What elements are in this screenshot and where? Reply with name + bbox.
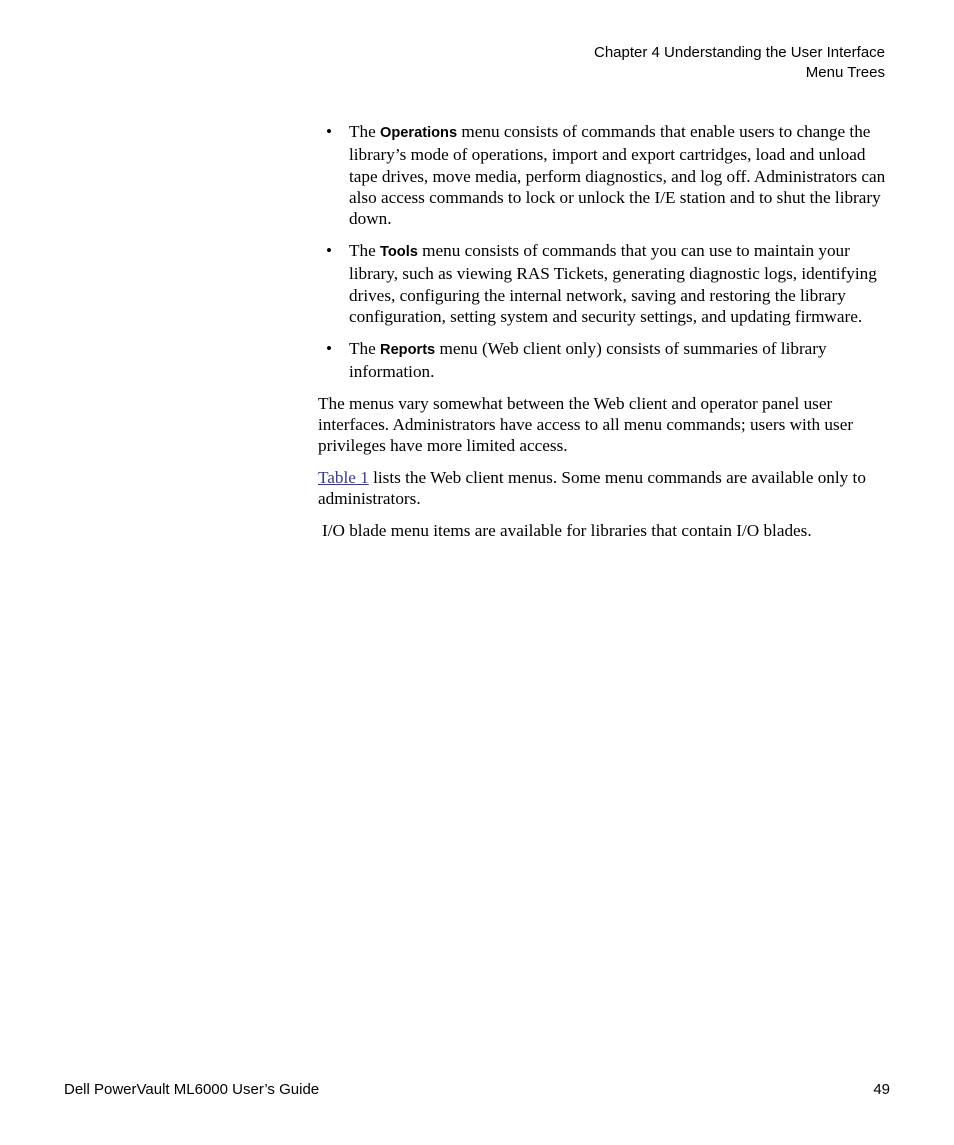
section-title: Menu Trees [805, 64, 885, 81]
bullet-prefix: The [349, 122, 381, 141]
bullet-icon: • [326, 338, 333, 358]
bullet-icon: • [326, 240, 333, 260]
io-blade-note: I/O blade menu items are available for libraries that contain I/O blades. [322, 521, 812, 541]
menu-name-operations: Operations [380, 125, 458, 141]
table-1-link[interactable]: Table 1 [318, 468, 369, 488]
bullet-prefix: The [349, 240, 381, 260]
bullet-text: menu consists of commands that enable users to change the library’s mode of operations, import and export cartridges, load and unload tape drives, move media, perform diagnostics, and log off. Administrators can also access commands to lock or unlock the I/E station and to shut the library down. [349, 122, 886, 229]
table-reference-text: lists the Web client menus. Some menu commands are available only to administrators. [318, 468, 866, 509]
menus-paragraph: The menus vary somewhat between the Web client and operator panel user interfaces. Administrators have access to all menu commands; users with user privileges have more limited access. [318, 393, 854, 456]
guide-title: Dell PowerVault ML6000 User’s Guide [64, 1081, 320, 1098]
list-item-tools [318, 240, 890, 327]
page-body [318, 121, 890, 542]
menu-bullet-list [318, 121, 890, 382]
list-item-reports [318, 338, 890, 383]
bullet-text: menu (Web client only) consists of summaries of library information. [349, 338, 827, 381]
chapter-title: Chapter 4 Understanding the User Interface [594, 44, 885, 61]
bullet-text: menu consists of commands that you can use to maintain your library, such as viewing RAS Tickets, generating diagnostic logs, identifying drives, configuring the internal network, saving and restoring the library configuration, setting system and security settings, and updating firmware. [349, 240, 877, 326]
list-item-operations [318, 121, 890, 229]
running-header [594, 43, 885, 83]
bullet-icon: • [326, 122, 333, 141]
menu-name-reports: Reports [380, 341, 436, 358]
table-reference-paragraph [318, 467, 890, 510]
menu-name-tools: Tools [380, 243, 418, 260]
page-number: 49 [873, 1081, 890, 1098]
bullet-prefix: The [349, 338, 381, 358]
